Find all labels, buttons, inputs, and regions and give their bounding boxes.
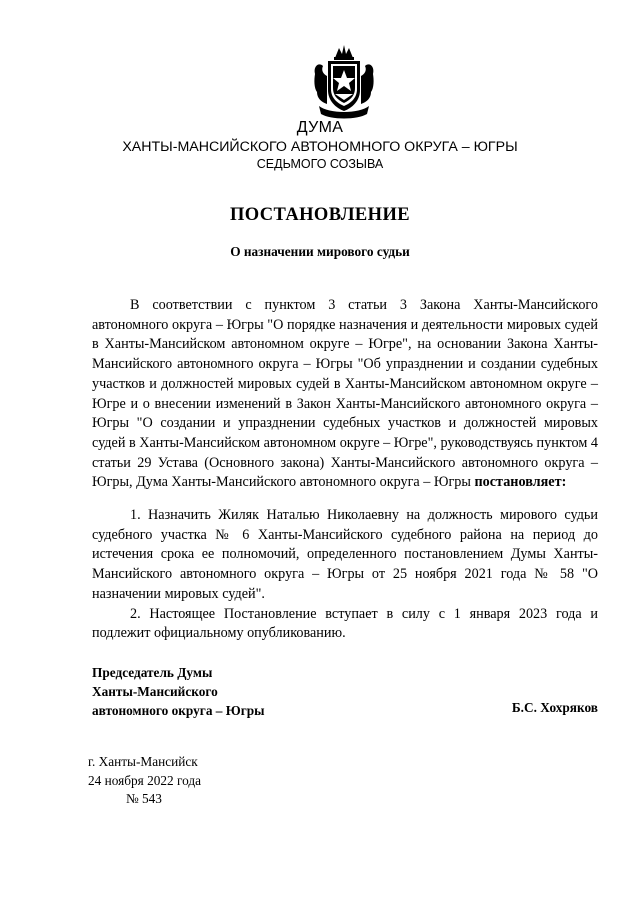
preamble-verb: постановляет:	[474, 474, 567, 491]
signature-line: Председатель Думы	[92, 665, 213, 680]
footer-number: № 543	[126, 791, 162, 806]
duma-region: ХАНТЫ-МАНСИЙСКОГО АВТОНОМНОГО ОКРУГА – ЮГРЫ	[122, 139, 518, 155]
resolution-items	[92, 506, 598, 644]
resolution-item: 1. Назначить Жиляк Наталью Николаевну на должность мирового судьи судебного участка № 6 Ханты-Мансийского судебного района на период до истечения срока ее полномочий, определенного постановлением Думы Ханты-Мансийского автономного округа – Югры от 25 ноября 2021 года № 58 "О назначении мировых судей".	[92, 507, 598, 602]
signature-line: автономного округа – Югры	[92, 703, 265, 718]
footer-date: 24 ноября 2022 года	[88, 772, 202, 788]
signature-line: Ханты-Мансийского	[92, 684, 218, 699]
preamble-paragraph	[92, 296, 598, 493]
duma-title: ДУМА	[296, 119, 344, 136]
document-subject: О назначении мирового судьи	[230, 244, 410, 259]
duma-convocation: СЕДЬМОГО СОЗЫВА	[256, 157, 384, 171]
signer-name: Б.С. Хохряков	[511, 700, 598, 715]
signature-title	[92, 663, 265, 720]
preamble-text: В соответствии с пунктом 3 статьи 3 Закона Ханты-Мансийского автономного округа – Югры "О порядке назначения и деятельности мировых судей в Ханты-Мансийском автономном округе – Югре", на основании Закона Ханты-Мансийского автономного округа – Югры "Об упразднении и создании судебных участков и должностей мировых судей в Ханты-Мансийском автономном округе – Югре и о внесении изменений в Закон Ханты-Мансийского автономного округа – Югры "О создании и упразднении судебных участков и должностей мировых судей в Ханты-Мансийском автономном округе – Югре", руководствуясь пунктом 4 статьи 29 Устава (Основного закона) Ханты-Мансийского автономного округа – Югры, Дума Ханты-Мансийского автономного округа – Югры	[92, 297, 598, 491]
resolution-item: 2. Настоящее Постановление вступает в силу с 1 января 2023 года и подлежит официальному опубликованию.	[92, 605, 598, 642]
coat-of-arms-icon	[311, 44, 377, 120]
footer-city: г. Ханты-Мансийск	[88, 754, 198, 769]
document-footer	[88, 753, 201, 809]
document-type-heading: ПОСТАНОВЛЕНИЕ	[229, 205, 410, 225]
